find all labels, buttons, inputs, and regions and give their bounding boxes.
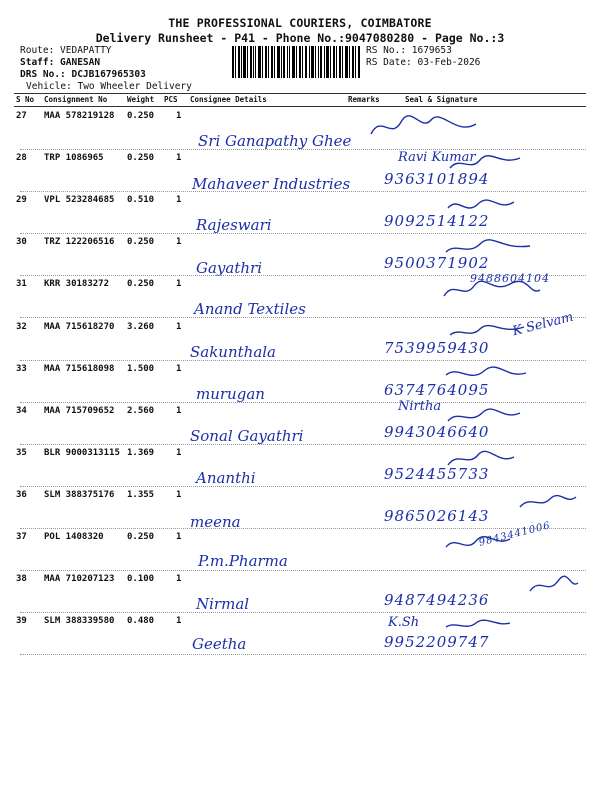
- table-row: [0, 445, 600, 487]
- row-weight: 1.500: [127, 363, 155, 374]
- row-weight: 0.250: [127, 111, 155, 121]
- recipient-phone-handwritten: 9524455733: [384, 464, 490, 483]
- consignee-name-handwritten: P.m.Pharma: [198, 552, 288, 570]
- consignee-name-handwritten: Sonal Gayathri: [190, 426, 304, 445]
- consignee-name-handwritten: Rajeswari: [196, 216, 272, 235]
- signature-scribble: [440, 359, 580, 389]
- row-sno: 31: [16, 279, 27, 290]
- table-row: [0, 361, 600, 403]
- row-weight: 0.250: [127, 237, 155, 248]
- row-pcs: 1: [176, 489, 182, 500]
- row-sno: 36: [16, 489, 27, 500]
- signature-scribble: [366, 112, 506, 142]
- consignee-name-handwritten: Ananthi: [196, 468, 256, 487]
- row-sno: 30: [16, 237, 27, 248]
- row-pcs: 1: [176, 363, 182, 374]
- consignee-name-handwritten: murugan: [196, 384, 265, 403]
- table-row: [0, 613, 600, 655]
- recipient-phone-handwritten: 9943046640: [384, 422, 490, 441]
- receiver-note-handwritten: K Selvam: [511, 309, 575, 339]
- signature-scribble: [440, 317, 580, 347]
- consignee-name-handwritten: Anand Textiles: [194, 300, 306, 319]
- row-consignment: MAA 715618270: [44, 321, 115, 332]
- row-weight: 1.369: [127, 447, 155, 458]
- row-weight: 0.250: [127, 279, 155, 290]
- recipient-phone-handwritten: 9488604104: [470, 272, 550, 286]
- table-row: [0, 150, 600, 192]
- row-sno: 32: [16, 321, 27, 332]
- runsheet-subtitle: Delivery Runsheet - P41 - Phone No.:9047080280 - Page No.:3: [95, 31, 505, 45]
- col-sno: S No: [16, 95, 35, 104]
- consignee-name-handwritten: meena: [190, 512, 241, 531]
- row-weight: 1.355: [127, 489, 155, 500]
- row-pcs: 1: [176, 405, 182, 416]
- row-pcs: 1: [176, 279, 182, 290]
- row-weight: 0.100: [127, 574, 155, 585]
- row-consignment: MAA 710207123: [44, 574, 115, 585]
- row-pcs: 1: [176, 321, 182, 332]
- header-rule-top: [14, 93, 586, 94]
- row-sno: 37: [16, 532, 27, 542]
- table-row: [0, 108, 600, 150]
- row-consignment: TRP 1086965: [44, 153, 104, 164]
- rs-number: RS No.: 1679653: [366, 45, 452, 56]
- signature-scribble: [440, 443, 580, 473]
- drs-label: DRS No.: DCJB167965303: [20, 69, 146, 80]
- consignee-name-handwritten: Sakunthala: [190, 342, 277, 361]
- staff-label: Staff: GANESAN: [20, 57, 101, 68]
- row-consignment: MAA 578219128: [44, 111, 115, 121]
- row-pcs: 1: [176, 574, 182, 585]
- row-consignment: TRZ 122206516: [44, 237, 115, 248]
- signature-scribble: [440, 190, 580, 220]
- row-consignment: MAA 715618098: [44, 363, 115, 374]
- row-pcs: 1: [176, 532, 182, 542]
- meta-right: [366, 45, 480, 69]
- row-pcs: 1: [176, 447, 182, 458]
- row-consignment: MAA 715709652: [44, 405, 115, 416]
- vehicle-label: Vehicle: Two Wheeler Delivery: [26, 81, 192, 92]
- row-divider: [20, 654, 586, 655]
- receiver-note-handwritten: Ravi Kumar: [398, 150, 476, 166]
- recipient-phone-handwritten: 9500371902: [384, 254, 490, 273]
- recipient-phone-handwritten: 9843441006: [477, 520, 552, 549]
- consignee-name-handwritten: Mahaveer Industries: [192, 175, 351, 194]
- signature-scribble: [440, 569, 580, 599]
- signature-scribble: [440, 148, 580, 178]
- receiver-note-handwritten: Nirtha: [398, 398, 442, 414]
- row-consignment: VPL 523284685: [44, 195, 115, 206]
- signature-scribble: [440, 611, 580, 641]
- row-weight: 0.510: [127, 195, 155, 206]
- row-sno: 35: [16, 447, 27, 458]
- route-label: Route: VEDAPATTY: [20, 45, 112, 56]
- signature-scribble: [440, 527, 580, 557]
- table-row: [0, 398, 600, 445]
- signature-scribble: [440, 274, 580, 304]
- row-pcs: 1: [176, 153, 182, 164]
- consignee-name-handwritten: Sri Ganapathy Ghee: [198, 132, 352, 150]
- row-pcs: 1: [176, 195, 182, 206]
- row-consignment: KRR 30183272: [44, 279, 110, 290]
- company-title: THE PROFESSIONAL COURIERS, COIMBATORE: [168, 16, 432, 30]
- consignee-name-handwritten: Nirmal: [196, 595, 250, 614]
- col-seal: Seal & Signature: [405, 95, 478, 104]
- row-weight: 0.480: [127, 616, 155, 627]
- signature-scribble: [440, 485, 580, 515]
- recipient-phone-handwritten: 9952209747: [384, 633, 490, 652]
- col-weight: Weight: [127, 95, 155, 104]
- table-row: [0, 272, 600, 319]
- row-weight: 2.560: [127, 405, 155, 416]
- table-row: [0, 571, 600, 613]
- recipient-phone-handwritten: 9487494236: [384, 591, 490, 610]
- row-consignment: POL 1408320: [44, 532, 104, 542]
- consignee-name-handwritten: Gayathri: [196, 259, 262, 278]
- row-pcs: 1: [176, 237, 182, 248]
- row-sno: 34: [16, 405, 27, 416]
- recipient-phone-handwritten: 7539959430: [384, 338, 490, 357]
- row-pcs: 1: [176, 111, 182, 121]
- row-weight: 0.250: [127, 153, 155, 164]
- row-sno: 38: [16, 574, 27, 585]
- col-consignment: Consignment No: [44, 95, 108, 104]
- receiver-note-handwritten: K.Sh: [388, 615, 420, 631]
- row-pcs: 1: [176, 616, 182, 627]
- rs-date: RS Date: 03-Feb-2026: [366, 57, 481, 68]
- row-sno: 33: [16, 363, 27, 374]
- recipient-phone-handwritten: 6374764095: [384, 380, 490, 399]
- header-rule-bottom: [14, 106, 586, 107]
- table-row: [0, 234, 600, 276]
- row-consignment: SLM 388339580: [44, 616, 115, 627]
- col-consignee: Consignee Details: [190, 95, 267, 104]
- recipient-phone-handwritten: 9092514122: [384, 212, 490, 231]
- barcode: [232, 46, 360, 78]
- row-sno: 29: [16, 195, 27, 206]
- recipient-phone-handwritten: 9363101894: [384, 170, 490, 189]
- row-sno: 27: [16, 111, 27, 121]
- meta-left: [20, 45, 192, 93]
- signature-scribble: [440, 232, 580, 262]
- col-remarks: Remarks: [348, 95, 380, 104]
- row-consignment: SLM 388375176: [44, 489, 115, 500]
- row-sno: 39: [16, 616, 27, 627]
- signature-scribble: [440, 401, 580, 431]
- row-weight: 0.250: [127, 532, 155, 542]
- table-row: [0, 192, 600, 234]
- table-row: [0, 487, 600, 529]
- row-sno: 28: [16, 153, 27, 164]
- consignee-name-handwritten: Geetha: [192, 635, 247, 654]
- row-weight: 3.260: [127, 321, 155, 332]
- col-pcs: PCS: [164, 95, 178, 104]
- row-consignment: BLR 9000313115: [44, 447, 120, 458]
- recipient-phone-handwritten: 9865026143: [384, 506, 490, 525]
